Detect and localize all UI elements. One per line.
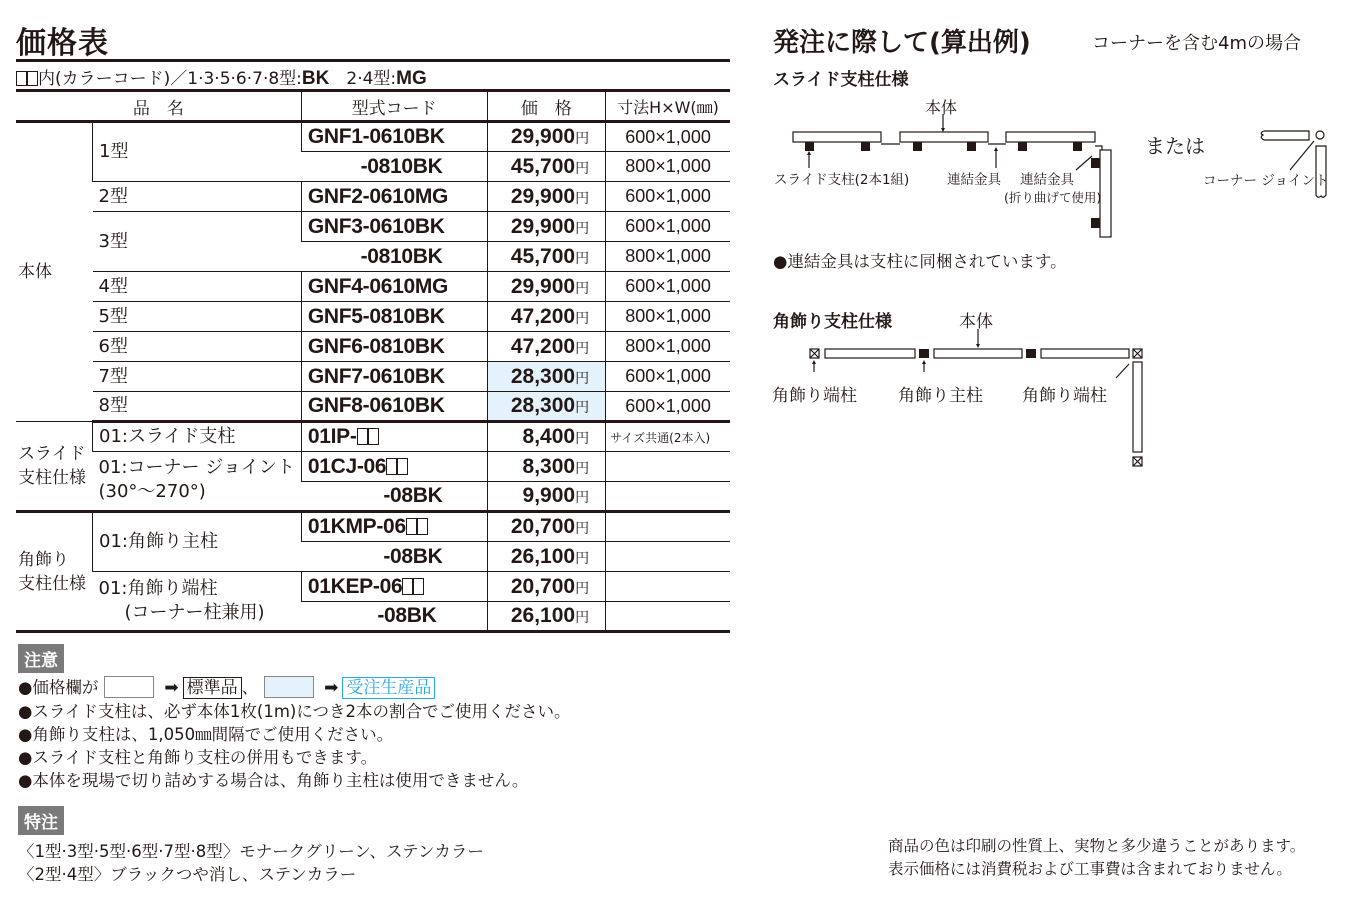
group-label-line: 支柱仕様 [18, 573, 86, 594]
price-value: 29,900 [510, 184, 576, 208]
yen-unit: 円 [575, 160, 590, 177]
group-label-body: 本体 [16, 122, 93, 422]
price-value: 45,700 [510, 154, 576, 178]
product-name: 1型 [93, 122, 302, 182]
product-name: 2型 [93, 182, 302, 212]
legend-separator: 、 [241, 678, 259, 697]
yen-unit: 円 [575, 280, 590, 297]
dimension-cell: 600×1,000 [606, 122, 730, 152]
price-value: 29,900 [510, 214, 576, 238]
special-order-label: 特注 [18, 806, 64, 835]
group-label-line: 支柱仕様 [18, 468, 86, 488]
dimension-cell: 600×1,000 [606, 212, 730, 242]
yen-unit: 円 [575, 610, 590, 626]
price-value: 29,900 [510, 274, 576, 298]
label-main-post: 角飾り主柱 [898, 386, 983, 406]
caution-label: 注意 [18, 644, 64, 673]
yen-unit: 円 [575, 220, 590, 237]
price-value: 8,300 [522, 454, 576, 478]
model-code: -08BK [301, 482, 487, 512]
color-note-prefix: 内(カラーコード)／1·3·5·6·7·8型: [38, 69, 302, 89]
yen-unit: 円 [575, 460, 590, 477]
made-to-order-tag: 受注生産品 [342, 677, 435, 699]
model-code: GNF4-0610MG [301, 272, 487, 302]
yen-unit: 円 [575, 250, 590, 267]
yen-unit: 円 [575, 190, 590, 207]
product-name: 6型 [93, 332, 302, 362]
price-value: 26,100 [510, 604, 576, 627]
group-label-line: 角飾り [18, 549, 69, 570]
label-connector-bent: 連結金具 [1020, 172, 1074, 188]
dimension-cell: 800×1,000 [606, 332, 730, 362]
or-text: または [1145, 134, 1205, 158]
model-code-text: 01KEP-06 [307, 574, 403, 598]
dimension-cell: 600×1,000 [606, 272, 730, 302]
model-code: -0810BK [301, 242, 487, 272]
price-value: 47,200 [510, 334, 576, 358]
product-name: 4型 [93, 272, 302, 302]
slide-spec-heading: スライド支柱仕様 [773, 70, 909, 90]
model-code: GNF3-0610BK [301, 212, 487, 242]
color-code-mg: MG [396, 68, 427, 89]
product-name: 7型 [93, 362, 302, 392]
disclaimer [888, 835, 1305, 881]
header-model-code: 型式コード [301, 91, 487, 122]
color-code-bk: BK [301, 68, 330, 89]
product-name: 8型 [93, 392, 302, 422]
arrow-right-icon: ➡ [324, 678, 339, 698]
caution-line: ●本体を現場で切り詰めする場合は、角飾り主柱は使用できません。 [18, 771, 529, 790]
product-name: 01:スライド支柱 [93, 422, 302, 452]
product-name-line: 01:コーナー ジョイント [98, 457, 295, 478]
model-code-text: 01IP- [307, 425, 357, 448]
order-example-title: 発注に際して(算出例) [773, 28, 1031, 58]
disclaimer-line: 表示価格には消費税および工事費は含まれておりません。 [888, 860, 1292, 878]
yen-unit: 円 [575, 400, 590, 416]
yen-unit: 円 [575, 131, 590, 147]
yen-unit: 円 [575, 521, 590, 537]
label-connector: 連結金具 [947, 172, 1001, 188]
yen-unit: 円 [575, 550, 590, 567]
model-code: GNF2-0610MG [301, 182, 487, 212]
order-example-subtitle: コーナーを含む4mの場合 [1092, 33, 1301, 54]
yen-unit: 円 [575, 431, 590, 447]
price-value: 20,700 [510, 574, 576, 598]
header-dimensions: 寸法H×W(㎜) [606, 91, 730, 122]
product-name-line: 01:角飾り端柱 [98, 578, 218, 599]
dimension-cell: 800×1,000 [606, 152, 730, 182]
model-code: GNF1-0610BK [301, 122, 487, 152]
dimension-cell: 600×1,000 [606, 362, 730, 392]
price-value: 9,900 [522, 484, 576, 507]
price-value: 47,200 [510, 304, 576, 328]
deco-spec-heading: 角飾り支柱仕様 [773, 312, 892, 332]
product-name-line: (コーナー柱兼用) [124, 602, 265, 623]
caution-line: ●スライド支柱は、必ず本体1枚(1m)につき2本の割合でご使用ください。 [18, 702, 571, 721]
yen-unit: 円 [575, 370, 590, 387]
price-value: 26,100 [510, 544, 576, 568]
price-value: 28,300 [510, 364, 576, 388]
label-body: 本体 [959, 312, 993, 332]
model-code: GNF5-0810BK [301, 302, 487, 332]
connector-note: ●連結金具は支柱に同梱されています。 [773, 252, 1067, 271]
label-end-post-left: 角飾り端柱 [772, 386, 857, 406]
model-code-text: 01KMP-06 [307, 515, 406, 538]
dimension-cell: 800×1,000 [606, 242, 730, 272]
yen-unit: 円 [575, 340, 590, 357]
model-code: -08BK [301, 602, 487, 632]
color-note-middle: 2·4型: [329, 69, 397, 89]
special-order-line: 〈1型·3型·5型·6型·7型·8型〉モナークグリーン、ステンカラー [18, 842, 484, 861]
product-name: 3型 [93, 212, 302, 272]
caution-line: ●角飾り支柱は、1,050㎜間隔でご使用ください。 [18, 725, 394, 744]
dimension-cell: 600×1,000 [606, 182, 730, 212]
standard-product-tag: 標準品 [183, 677, 242, 699]
product-name: 5型 [93, 302, 302, 332]
caution-line: ●スライド支柱と角飾り支柱の併用もできます。 [18, 748, 378, 767]
model-code: -0810BK [301, 152, 487, 182]
product-name: 01:角飾り主柱 [93, 512, 302, 572]
model-code: GNF7-0610BK [301, 362, 487, 392]
arrow-right-icon: ➡ [164, 678, 179, 698]
price-value: 29,900 [510, 125, 576, 148]
product-name-line: (30°〜270°) [98, 481, 206, 502]
group-label-line: スライド [18, 444, 86, 464]
label-corner-joint: コーナー ジョイント [1203, 173, 1329, 189]
dimension-cell: 800×1,000 [606, 302, 730, 332]
model-code: GNF8-0610BK [301, 392, 487, 422]
model-code: GNF6-0810BK [301, 332, 487, 362]
price-table-title: 価格表 [16, 26, 109, 61]
label-slide-post: スライド支柱(2本1組) [774, 172, 910, 188]
yen-unit: 円 [575, 490, 590, 506]
header-price: 価 格 [487, 91, 606, 122]
legend-prefix: ●価格欄が [18, 678, 99, 697]
dimension-cell: 600×1,000 [606, 392, 730, 422]
header-product-name: 品 名 [16, 91, 301, 122]
price-value: 45,700 [510, 244, 576, 268]
yen-unit: 円 [575, 580, 590, 597]
label-end-post-right: 角飾り端柱 [1022, 386, 1107, 406]
disclaimer-line: 商品の色は印刷の性質上、実物と多少違うことがあります。 [888, 837, 1306, 855]
price-value: 20,700 [510, 515, 576, 538]
dimension-cell: サイズ共通(2本入) [606, 422, 730, 452]
yen-unit: 円 [575, 310, 590, 327]
price-value: 28,300 [510, 394, 576, 417]
model-code: -08BK [301, 542, 487, 572]
price-value: 8,400 [522, 425, 576, 448]
model-code-text: 01CJ-06 [307, 454, 387, 478]
label-connector-bent-note: (折り曲げて使用) [1004, 190, 1102, 205]
special-order-line: 〈2型·4型〉ブラックつや消し、ステンカラー [18, 865, 357, 884]
label-body: 本体 [925, 98, 958, 117]
